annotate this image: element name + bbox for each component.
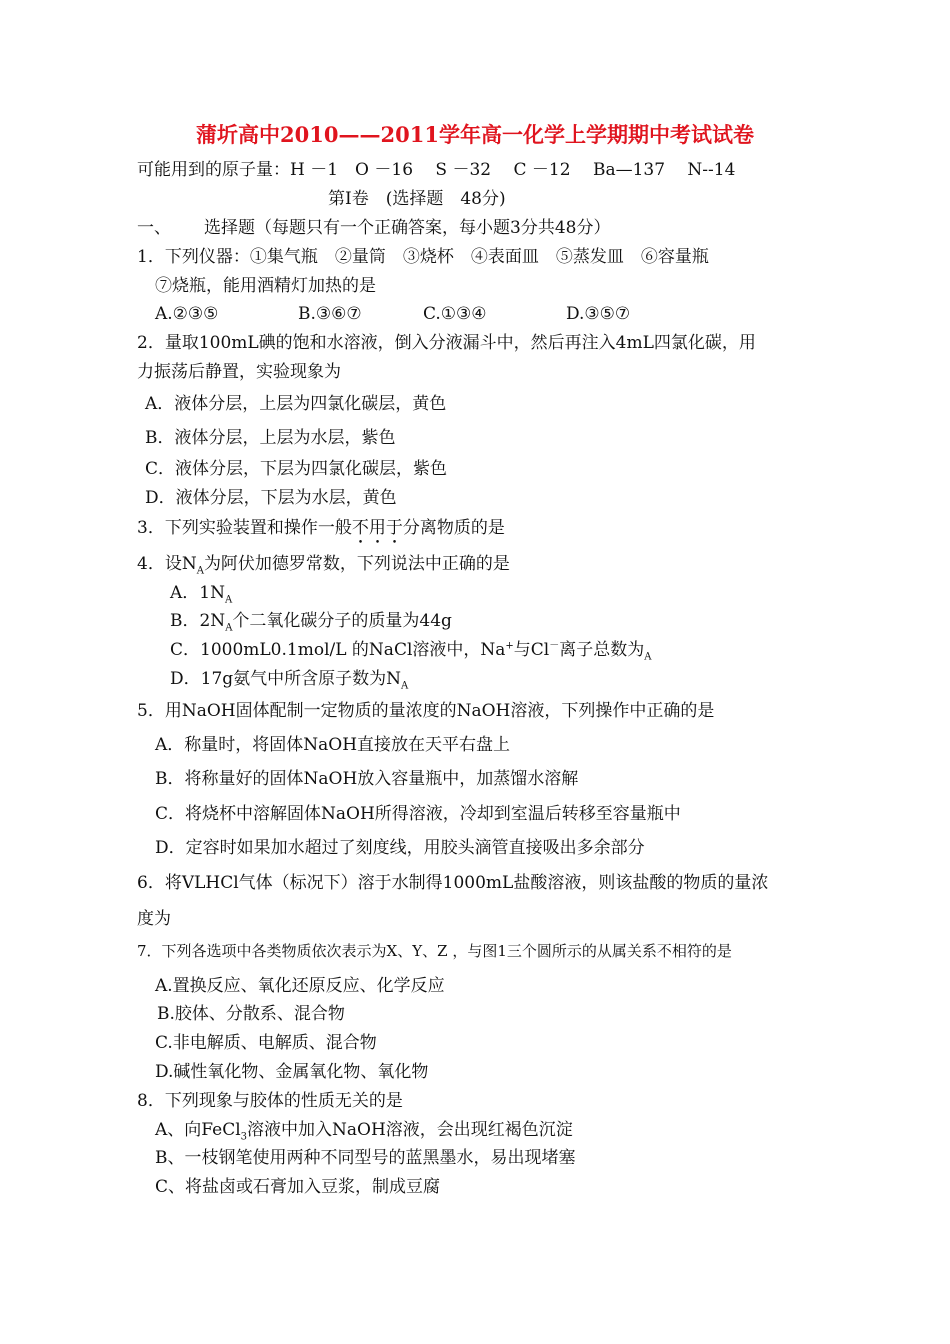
part-one-number: 一、 [137,218,171,238]
question-6-stem: 6．将VLHCl气体（标况下）溶于水制得1000mL盐酸溶液，则该盐酸的物质的量浓 [137,873,769,893]
question-8-stem: 8．下列现象与胶体的性质无关的是 [137,1091,403,1111]
question-2-option-c: C．液体分层，下层为四氯化碳层，紫色 [145,459,448,479]
question-1-option-a: A.②③⑤ [155,304,219,324]
question-8-option-a: A、向FeCl$_3$溶液中加入NaOH溶液，会出现红褐色沉淀 [155,1120,573,1143]
question-4-option-d: D．17g氨气中所含原子数为$N_A$ [170,669,409,692]
question-7-option-b: B.胶体、分散系、混合物 [157,1004,345,1024]
question-5-option-b: B．将称量好的固体NaOH放入容量瓶中，加蒸馏水溶解 [155,769,579,789]
question-1-option-d: D.③⑤⑦ [566,304,631,324]
question-6-stem-cont: 度为 [137,909,171,929]
question-3-stem: 3．下列实验装置和操作一般不用于分离物质的是 [137,518,505,538]
question-2-option-a: A．液体分层，上层为四氯化碳层，黄色 [145,394,447,414]
question-1-option-b: B.③⑥⑦ [298,304,362,324]
question-8-option-c: C、将盐卤或石膏加入豆浆，制成豆腐 [155,1177,441,1197]
question-1-option-c: C.①③④ [423,304,487,324]
question-7-option-a: A.置换反应、氧化还原反应、化学反应 [155,976,445,996]
question-4-stem: 4．设$N_A$为阿伏加德罗常数，下列说法中正确的是 [137,554,510,577]
question-5-option-c: C．将烧杯中溶解固体NaOH所得溶液，冷却到室温后转移至容量瓶中 [155,804,681,824]
question-2-option-b: B．液体分层，上层为水层，紫色 [145,428,396,448]
part-one-heading: 选择题（每题只有一个正确答案，每小题3分共48分） [204,218,611,238]
question-7-option-c: C.非电解质、电解质、混合物 [155,1033,377,1053]
question-8-option-b: B、一枝钢笔使用两种不同型号的蓝黑墨水，易出现堵塞 [155,1148,576,1168]
page-title: 蒲圻高中2010——2011学年高一化学上学期期中考试试卷 [196,122,754,147]
emphasized-text: 不用于 [351,518,403,538]
question-2-stem: 2．量取100mL碘的饱和水溶液，倒入分液漏斗中，然后再注入4mL四氯化碳，用 [137,333,756,353]
question-2-option-d: D．液体分层，下层为水层，黄色 [145,488,397,508]
question-5-option-d: D．定容时如果加水超过了刻度线，用胶头滴管直接吸出多余部分 [155,838,645,858]
question-7-option-d: D.碱性氧化物、金属氧化物、氧化物 [155,1062,429,1082]
question-5-option-a: A．称量时，将固体NaOH直接放在天平右盘上 [155,735,511,755]
question-1-stem-cont: ⑦烧瓶，能用酒精灯加热的是 [155,276,376,296]
question-7-stem: 7．下列各选项中各类物质依次表示为X、Y、Z ，与图1三个圆所示的从属关系不相符的是 [137,942,732,960]
atomic-masses: 可能用到的原子量：H －1 O －16 S －32 C －12 Ba—137 N--14 [137,160,736,180]
question-4-option-b: B．$2N_A$个二氧化碳分子的质量为44g [170,611,452,634]
question-1-stem: 1．下列仪器：①集气瓶 ②量筒 ③烧杯 ④表面皿 ⑤蒸发皿 ⑥容量瓶 [137,247,709,267]
question-4-option-c: C．1000mL0.1mol/L 的NaCl溶液中，Na+与Cl－离子总数为$_A$ [170,640,652,663]
section-heading: 第Ⅰ卷 (选择题 48分) [328,189,506,209]
question-5-stem: 5．用NaOH固体配制一定物质的量浓度的NaOH溶液，下列操作中正确的是 [137,701,715,721]
question-2-stem-cont: 力振荡后静置，实验现象为 [137,362,341,382]
question-4-option-a: A．$1N_A$ [170,583,233,606]
